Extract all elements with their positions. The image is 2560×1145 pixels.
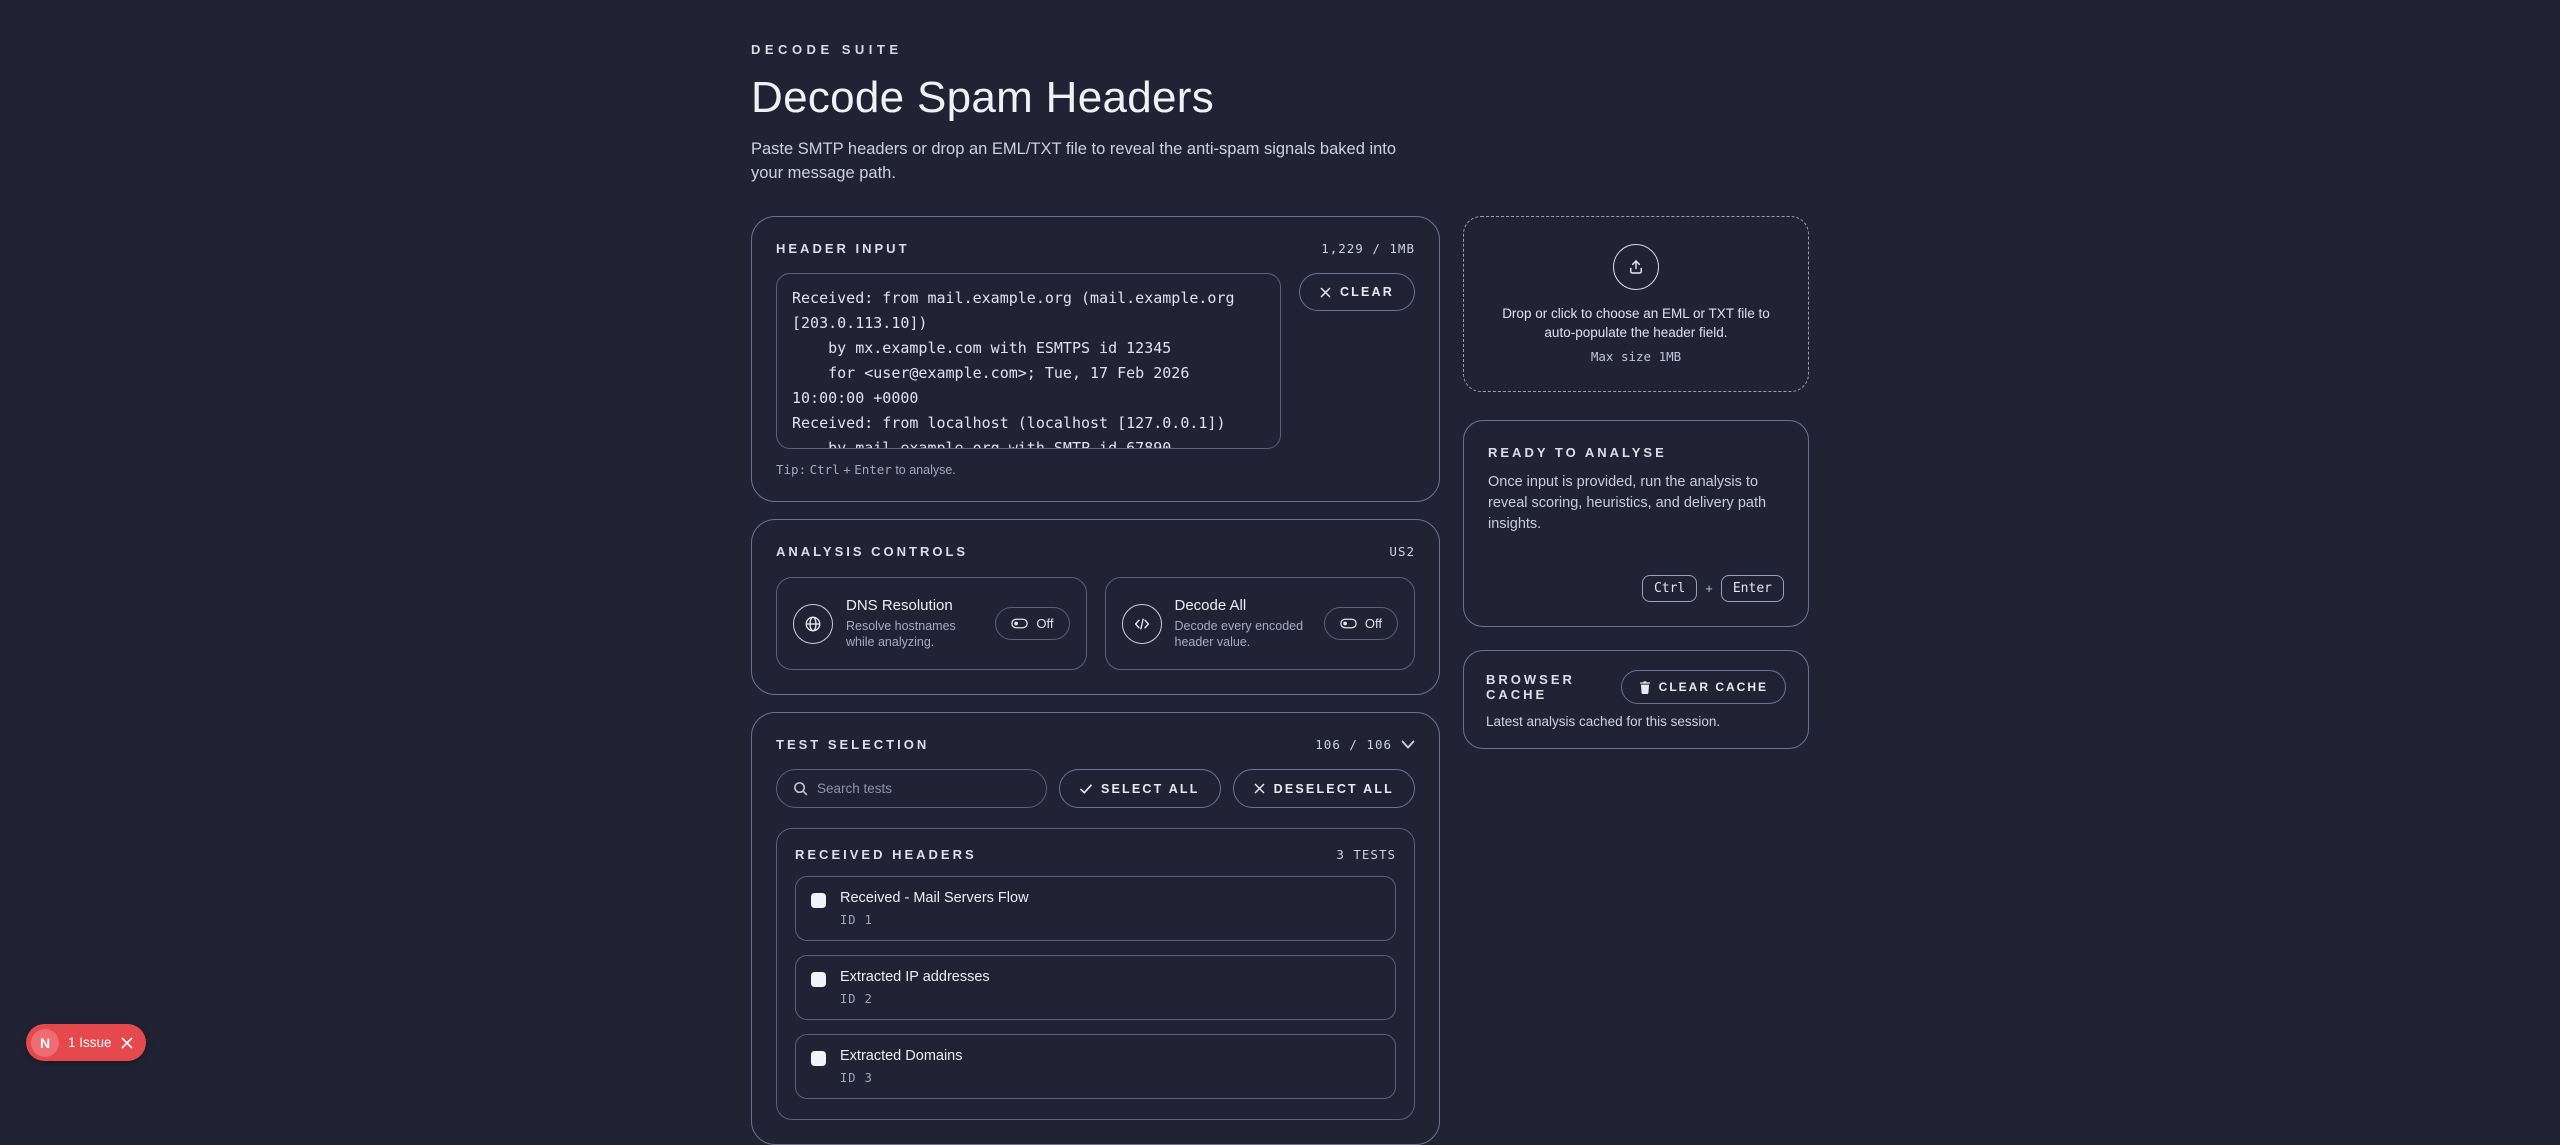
test-row-received-mail-servers-flow[interactable] (795, 876, 1396, 941)
dns-resolution-toggle[interactable] (995, 607, 1069, 640)
test-checkbox[interactable] (811, 972, 826, 987)
header-input-counter: 1,229 / 1MB (1321, 241, 1415, 256)
test-selection-counter: 106 / 106 (1315, 737, 1392, 752)
header-input-label: HEADER INPUT (776, 241, 910, 256)
decode-all-title: Decode All (1174, 597, 1247, 614)
test-id: ID 1 (840, 913, 873, 927)
received-headers-label: RECEIVED HEADERS (795, 847, 977, 862)
kbd-ctrl: Ctrl (1642, 575, 1697, 602)
test-selection-label: TEST SELECTION (776, 737, 930, 752)
search-icon (793, 781, 808, 796)
tip-plus: + (843, 462, 851, 477)
clear-cache-label: CLEAR CACHE (1658, 680, 1768, 694)
chevron-down-icon[interactable] (1401, 740, 1415, 749)
decode-all-card (1105, 577, 1416, 670)
analysis-controls-tag: US2 (1389, 544, 1415, 559)
received-headers-group (776, 828, 1415, 1120)
test-row-extracted-ip-addresses[interactable] (795, 955, 1396, 1020)
file-dropzone[interactable] (1463, 216, 1809, 392)
decode-all-toggle[interactable] (1324, 607, 1398, 640)
globe-icon (793, 604, 833, 644)
tip-key-enter: Enter (854, 462, 892, 477)
clear-button[interactable] (1299, 273, 1415, 311)
x-icon (1320, 287, 1331, 298)
test-id: ID 3 (840, 1071, 873, 1085)
dns-resolution-description: Resolve hostnames while analyzing. (846, 619, 956, 649)
test-name: Extracted IP addresses (840, 969, 990, 985)
page-title: Decode Spam Headers (751, 73, 1215, 122)
select-all-label: SELECT ALL (1100, 781, 1200, 796)
code-icon (1122, 604, 1162, 644)
app-eyebrow: DECODE SUITE (751, 42, 903, 57)
search-tests-field[interactable] (776, 769, 1047, 808)
dev-issues-badge[interactable] (26, 1024, 146, 1061)
decode-all-toggle-state: Off (1364, 616, 1382, 631)
analysis-controls-panel (751, 519, 1440, 695)
main-content (751, 0, 1809, 1145)
ready-panel-label: READY TO ANALYSE (1488, 445, 1667, 460)
deselect-all-label: DESELECT ALL (1273, 781, 1394, 796)
dns-resolution-title: DNS Resolution (846, 597, 953, 614)
trash-icon (1639, 681, 1651, 694)
decode-all-description: Decode every encoded header value. (1174, 619, 1304, 649)
x-icon (1254, 783, 1265, 794)
test-id: ID 2 (840, 992, 873, 1006)
ready-panel-description: Once input is provided, run the analysis to reveal scoring, heuristics, and delivery path insights. (1488, 474, 1767, 532)
select-all-button[interactable] (1059, 769, 1221, 808)
deselect-all-button[interactable] (1233, 769, 1415, 808)
tip-suffix: to analyse. (895, 463, 956, 477)
ready-to-analyse-panel (1463, 420, 1809, 627)
dns-resolution-card (776, 577, 1087, 670)
test-checkbox[interactable] (811, 893, 826, 908)
test-checkbox[interactable] (811, 1051, 826, 1066)
search-tests-input[interactable] (817, 781, 1030, 796)
analyse-tip (776, 462, 1415, 477)
toggle-off-icon (1011, 618, 1028, 629)
dropzone-max-size: Max size 1MB (1590, 349, 1682, 364)
upload-icon (1613, 244, 1659, 290)
header-input-textarea[interactable] (776, 273, 1281, 449)
clear-button-label: CLEAR (1339, 285, 1394, 299)
tip-prefix: Tip: (776, 462, 807, 477)
test-row-extracted-domains[interactable] (795, 1034, 1396, 1099)
close-icon[interactable] (121, 1037, 133, 1049)
clear-cache-button[interactable] (1621, 670, 1786, 704)
test-name: Received - Mail Servers Flow (840, 890, 1029, 906)
browser-cache-panel (1463, 650, 1809, 749)
test-name: Extracted Domains (840, 1048, 963, 1064)
toggle-off-icon (1340, 618, 1357, 629)
dropzone-text: Drop or click to choose an EML or TXT file to auto-populate the header field. (1502, 306, 1770, 340)
received-headers-count: 3 TESTS (1336, 847, 1396, 862)
dns-resolution-toggle-state: Off (1036, 616, 1054, 631)
dev-issues-count: 1 Issue (68, 1035, 112, 1050)
test-selection-panel (751, 712, 1440, 1145)
header-input-panel (751, 216, 1440, 502)
browser-cache-label: BROWSER CACHE (1486, 672, 1575, 702)
kbd-plus: + (1705, 581, 1713, 596)
nextjs-logo-icon: N (31, 1029, 59, 1057)
page-subtitle: Paste SMTP headers or drop an EML/TXT file to reveal the anti-spam signals baked into your message path. (751, 140, 1397, 182)
check-icon (1080, 784, 1092, 794)
analysis-controls-label: ANALYSIS CONTROLS (776, 544, 969, 559)
browser-cache-description: Latest analysis cached for this session. (1486, 714, 1721, 729)
kbd-enter: Enter (1721, 575, 1784, 602)
tip-key-ctrl: Ctrl (809, 462, 840, 477)
